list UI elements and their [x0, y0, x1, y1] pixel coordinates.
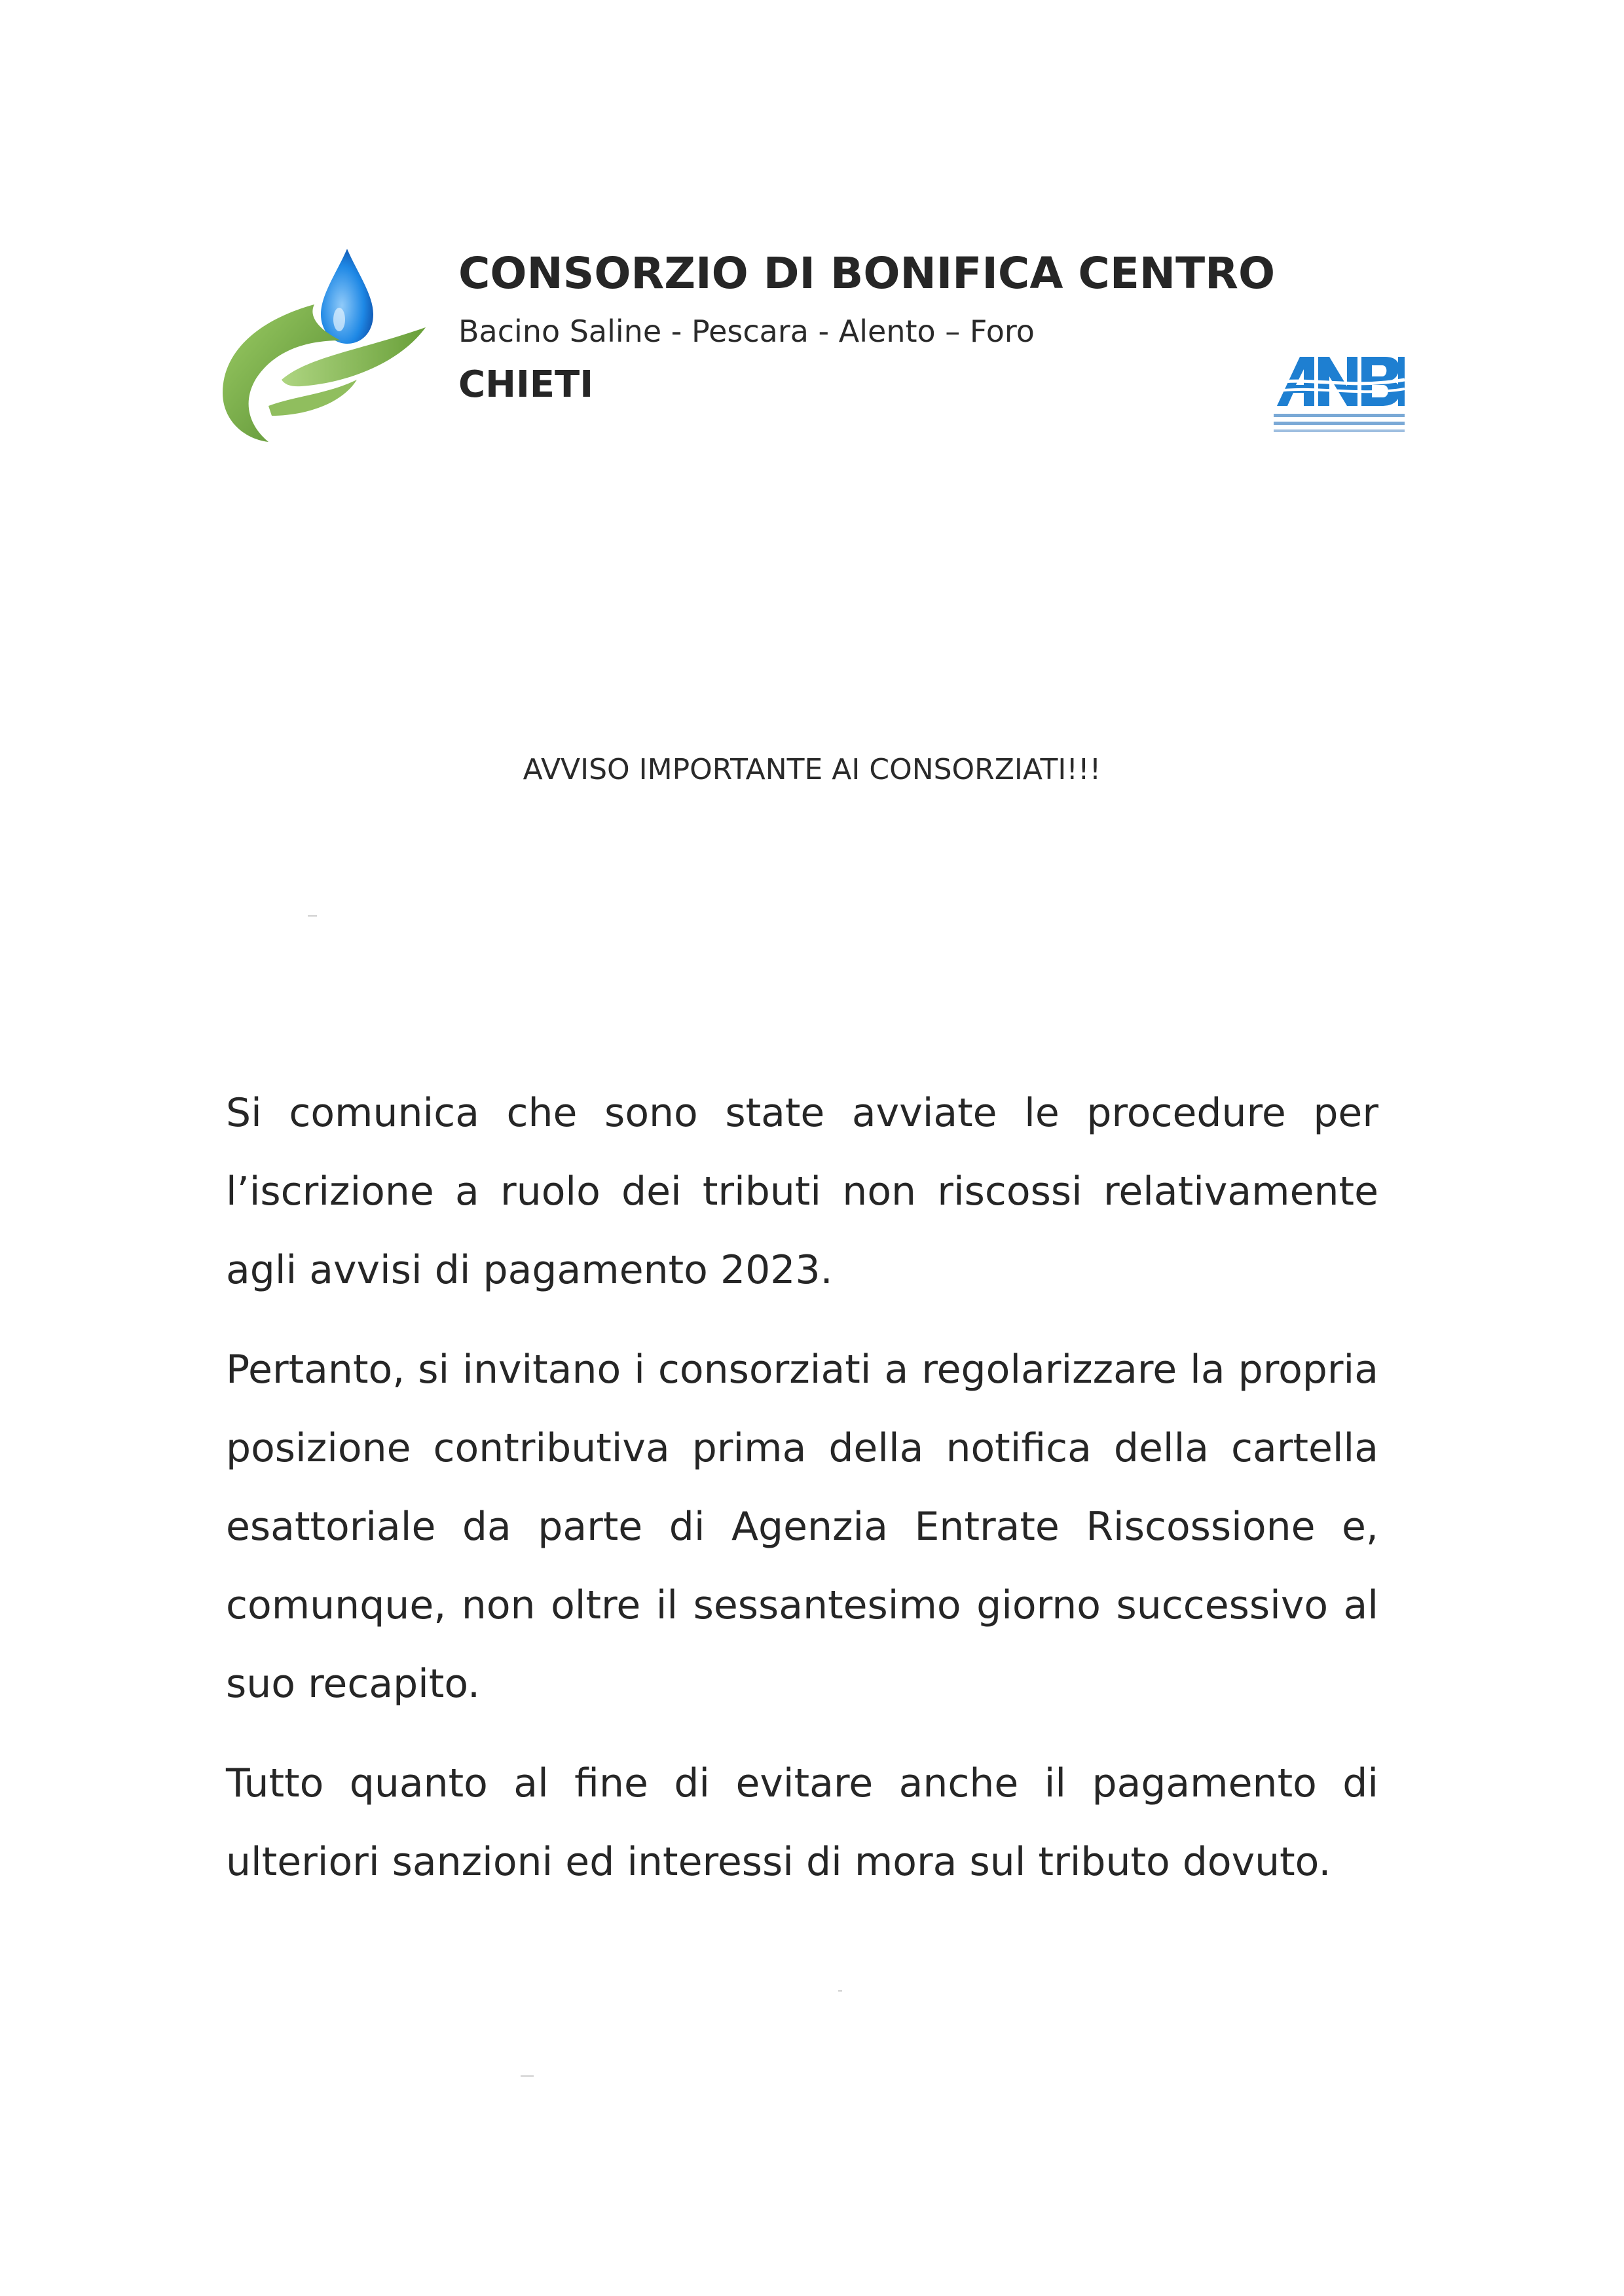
organization-city: CHIETI: [458, 363, 594, 406]
notice-body: [226, 1074, 1378, 1922]
scan-speck: [838, 1990, 842, 1992]
water-drop-leaf-logo: [216, 242, 439, 452]
paragraph: Pertanto, si invitano i consorziati a regolarizzare la propria posizione contributiva prima della notifica della cartella esattoriale da parte di Agenzia Entrate Riscossione e, comunque, non oltre il sessantesimo giorno successivo al suo recapito.: [226, 1347, 1378, 1707]
anbi-logo: [1274, 354, 1405, 435]
organization-subtitle: Bacino Saline - Pescara - Alento – Foro: [458, 314, 1035, 349]
scan-speck: [308, 915, 317, 917]
organization-name: CONSORZIO DI BONIFICA CENTRO: [458, 248, 1276, 299]
notice-title: AVVISO IMPORTANTE AI CONSORZIATI!!!: [523, 753, 1101, 786]
paragraph: Si comunica che sono state avviate le procedure per l’iscrizione a ruolo dei tributi non riscossi relativamente agli avvisi di pagamento 2023.: [226, 1090, 1378, 1293]
paragraph: Tutto quanto al fine di evitare anche il pagamento di ulteriori sanzioni ed interessi di mora sul tributo dovuto.: [226, 1760, 1378, 1885]
scan-speck: [521, 2075, 534, 2077]
letterhead: [458, 242, 1310, 412]
